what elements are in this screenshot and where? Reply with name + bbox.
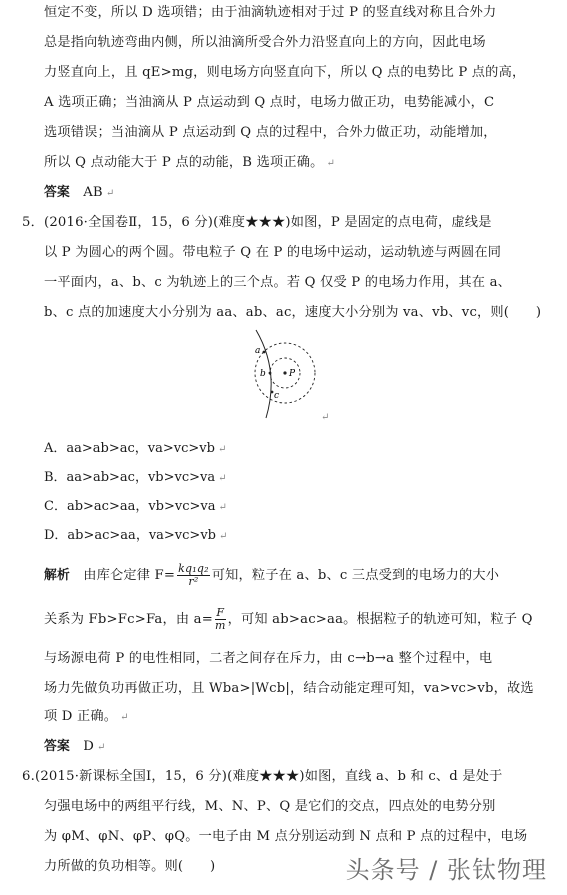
prev-text-line-4: A 选项正确；当油滴从 P 点运动到 Q 点时，电场力做正功，电势能减小，C xyxy=(44,95,495,110)
q5-option-a: A．aa>ab>ac，va>vc>vb ↵ xyxy=(44,441,227,456)
watermark: 头条号 / 张钛物理 xyxy=(345,856,547,884)
q5-analysis-line-1: 解析 由库仑定律 F= $\frac{\text{kq₁q₂}}{\text{r²}}$ 可知，粒子在 a、b、c 三点受到的电场力的大小 xyxy=(44,562,500,588)
prev-text-line-6: 所以 Q 点动能大于 P 点的动能，B 选项正确。 ↵ xyxy=(44,155,336,170)
q5-answer: 答案 D ↵ xyxy=(44,739,106,754)
label-p: P xyxy=(289,369,296,379)
prev-text-line-5: 选项错误；当油滴从 P 点运动到 Q 点的过程中，合外力做正功，动能增加， xyxy=(44,125,497,140)
newton-fraction: $\frac{F}{m}$ xyxy=(214,606,226,632)
prev-answer: 答案 AB ↵ xyxy=(44,185,115,200)
point-b-dot xyxy=(269,372,272,375)
q5-analysis-line-4: 场力先做负功再做正功，且 Wba>|Wcb|，结合动能定理可知，va>vc>vb，故选 xyxy=(44,681,534,696)
q5-option-b: B．aa>ab>ac，vb>vc>va ↵ xyxy=(44,470,227,485)
q6-text-line-2: 匀强电场中的两组平行线，M、N、P、Q 是它们的交点，四点处的电势分别 xyxy=(44,799,496,814)
q6-text-line-1: 6.(2015·新课标全国Ⅰ，15，6 分)(难度★★★)如图，直线 a、b 和 c、d 是处于 xyxy=(22,769,503,784)
q5-text-line-3: 一平面内，a、b、c 为轨迹上的三个点。若 Q 仅受 P 的电场力作用，其在 a、 xyxy=(44,275,512,290)
prev-text-line-3: 力竖直向上，且 qE>mg，则电场方向竖直向下，所以 Q 点的电势比 P 点的高， xyxy=(44,65,526,80)
charge-p-dot xyxy=(283,371,286,374)
figure-paragraph-mark: ↵ xyxy=(321,412,330,423)
q5-text-line-2: 以 P 为圆心的两个圆。带电粒子 Q 在 P 的电场中运动，运动轨迹与两圆在同 xyxy=(44,245,502,260)
point-a-dot xyxy=(263,351,266,354)
point-c-dot xyxy=(271,391,274,394)
label-b: b xyxy=(260,369,266,379)
label-a: a xyxy=(255,346,261,356)
q5-analysis-line-3: 与场源电荷 P 的电性相同，二者之间存在斥力，由 c→b→a 整个过程中，电 xyxy=(44,651,493,666)
q5-field-figure xyxy=(240,326,330,421)
q5-text-line-4: b、c 点的加速度大小分别为 aa、ab、ac，速度大小分别为 va、vb、vc，则( ) xyxy=(44,305,542,320)
q5-analysis-line-2: 关系为 Fb>Fc>Fa，由 a= $\frac{F}{m}$ ，可知 ab>ac>aa。根据粒子的轨迹可知，粒子 Q xyxy=(44,606,533,632)
prev-text-line-2: 总是指向轨迹弯曲内侧，所以油滴所受合外力沿竖直向上的方向，因此电场 xyxy=(44,35,486,50)
q6-text-line-3: 为 φM、φN、φP、φQ。一电子由 M 点分别运动到 N 点和 P 点的过程中，电场 xyxy=(44,829,528,844)
q5-option-d: D．ab>ac>aa，va>vc>vb ↵ xyxy=(44,528,228,543)
coulomb-fraction: $\frac{\text{kq₁q₂}}{\text{r²}}$ xyxy=(178,562,209,588)
q5-analysis-line-5: 项 D 正确。 ↵ xyxy=(44,709,129,724)
q5-text-line-1: 5．(2016·全国卷Ⅱ，15，6 分)(难度★★★)如图，P 是固定的点电荷，虚线是 xyxy=(22,215,492,230)
q5-option-c: C．ab>ac>aa，vb>vc>va ↵ xyxy=(44,499,227,514)
label-c: c xyxy=(274,391,280,401)
q6-text-line-4: 力所做的负功相等。则( ) xyxy=(44,859,216,874)
prev-text-line-1: 恒定不变，所以 D 选项错；由于油滴轨迹相对于过 P 的竖直线对称且合外力 xyxy=(44,5,497,20)
